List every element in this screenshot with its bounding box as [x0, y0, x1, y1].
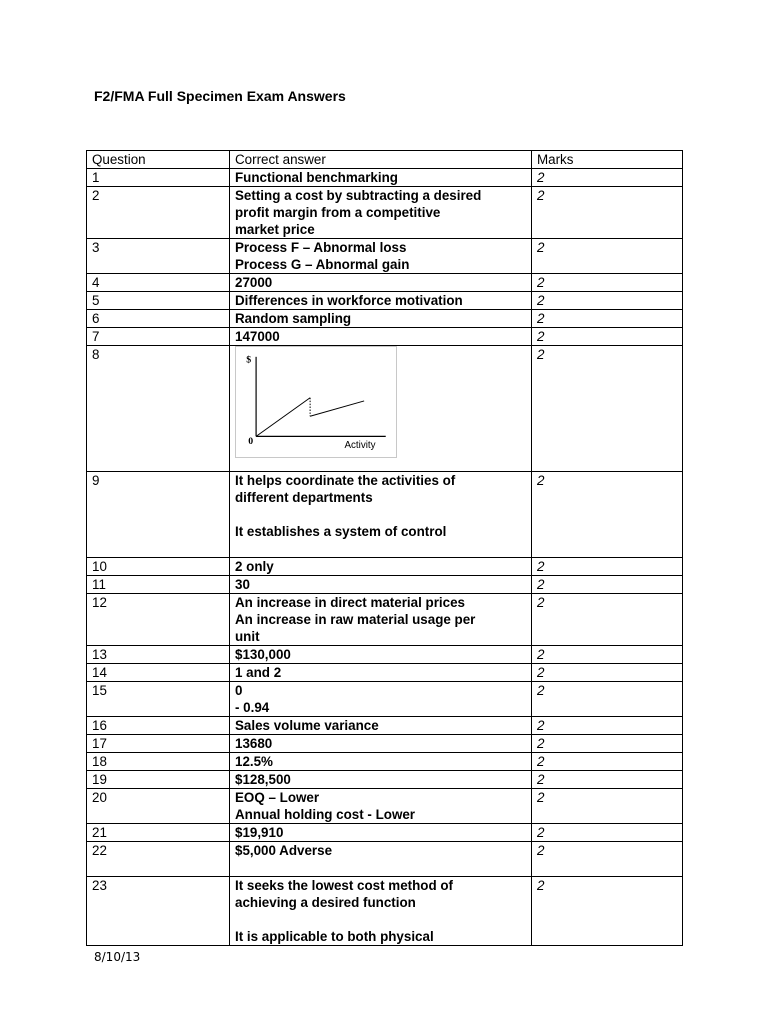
correct-answer — [230, 346, 532, 472]
correct-answer — [230, 646, 532, 664]
header-row — [87, 151, 683, 169]
question-number: 9 — [87, 472, 230, 558]
correct-answer — [230, 328, 532, 346]
cost-activity-graph — [235, 346, 397, 458]
question-number: 22 — [87, 842, 230, 877]
question-number: 14 — [87, 664, 230, 682]
correct-answer — [230, 187, 532, 239]
cost-line-segment — [256, 398, 310, 437]
question-number: 10 — [87, 558, 230, 576]
answer-line: An increase in direct material prices — [235, 595, 465, 610]
marks-value: 2 — [532, 558, 683, 576]
question-number: 7 — [87, 328, 230, 346]
question-number: 12 — [87, 594, 230, 646]
question-number: 5 — [87, 292, 230, 310]
correct-answer — [230, 824, 532, 842]
marks-value: 2 — [532, 682, 683, 717]
correct-answer — [230, 877, 532, 946]
marks-value: 2 — [532, 187, 683, 239]
origin-label: 0 — [248, 436, 254, 448]
answer-line: 2 only — [235, 559, 274, 574]
answer-line — [235, 859, 526, 876]
table-row — [87, 558, 683, 576]
answer-line: $128,500 — [235, 772, 291, 787]
answer-line: 12.5% — [235, 754, 273, 769]
table-row — [87, 789, 683, 824]
correct-answer — [230, 842, 532, 877]
answer-line: It is applicable to both physical — [235, 929, 434, 944]
table-row — [87, 842, 683, 877]
question-column-header: Question — [87, 151, 230, 169]
table-row — [87, 717, 683, 735]
marks-value: 2 — [532, 664, 683, 682]
marks-value: 2 — [532, 328, 683, 346]
answer-line: 1 and 2 — [235, 665, 282, 680]
correct-answer — [230, 274, 532, 292]
marks-value: 2 — [532, 472, 683, 558]
question-number: 15 — [87, 682, 230, 717]
answer-line: EOQ – Lower — [235, 790, 320, 805]
answer-line: It helps coordinate the activities of — [235, 473, 456, 488]
table-row — [87, 292, 683, 310]
table-row — [87, 169, 683, 187]
marks-value: 2 — [532, 735, 683, 753]
table-row — [87, 346, 683, 472]
question-number: 17 — [87, 735, 230, 753]
answer-line: Process F – Abnormal loss — [235, 240, 407, 255]
question-number: 4 — [87, 274, 230, 292]
answer-line: 27000 — [235, 275, 273, 290]
answer-line: profit margin from a competitive — [235, 205, 441, 220]
marks-value: 2 — [532, 789, 683, 824]
correct-answer — [230, 717, 532, 735]
correct-answer — [230, 789, 532, 824]
table-row — [87, 771, 683, 789]
answer-line: Functional benchmarking — [235, 170, 398, 185]
answer-line: Setting a cost by subtracting a desired — [235, 188, 482, 203]
correct-answer — [230, 169, 532, 187]
correct-answer — [230, 735, 532, 753]
x-axis-label: Activity — [344, 440, 376, 452]
answer-line: Annual holding cost - Lower — [235, 807, 416, 822]
answer-line: An increase in raw material usage per — [235, 612, 476, 627]
answer-line: 147000 — [235, 329, 280, 344]
answers-body — [87, 169, 683, 946]
marks-value: 2 — [532, 576, 683, 594]
answer-line: achieving a desired function — [235, 895, 416, 910]
question-number: 3 — [87, 239, 230, 274]
marks-value: 2 — [532, 753, 683, 771]
question-number: 20 — [87, 789, 230, 824]
answer-line: unit — [235, 629, 260, 644]
marks-value: 2 — [532, 274, 683, 292]
question-number: 18 — [87, 753, 230, 771]
answer-line: different departments — [235, 490, 373, 505]
marks-value: 2 — [532, 771, 683, 789]
answer-line: Process G – Abnormal gain — [235, 257, 410, 272]
table-row — [87, 877, 683, 946]
marks-value: 2 — [532, 842, 683, 877]
answer-line — [235, 506, 526, 523]
table-row — [87, 594, 683, 646]
correct-answer — [230, 310, 532, 328]
question-number: 2 — [87, 187, 230, 239]
answer-line: Random sampling — [235, 311, 352, 326]
answer-line: $19,910 — [235, 825, 284, 840]
table-row — [87, 664, 683, 682]
question-number: 19 — [87, 771, 230, 789]
correct-answer — [230, 292, 532, 310]
question-number: 16 — [87, 717, 230, 735]
marks-column-header: Marks — [532, 151, 683, 169]
table-row — [87, 753, 683, 771]
answer-line: $130,000 — [235, 647, 291, 662]
correct-answer — [230, 682, 532, 717]
correct-answer — [230, 239, 532, 274]
answer-line: 0 — [235, 683, 243, 698]
answers-table — [86, 150, 683, 946]
correct-answer — [230, 576, 532, 594]
question-number: 8 — [87, 346, 230, 472]
table-row — [87, 239, 683, 274]
correct-answer — [230, 753, 532, 771]
marks-value: 2 — [532, 169, 683, 187]
correct-answer — [230, 558, 532, 576]
question-number: 23 — [87, 877, 230, 946]
answer-column-header: Correct answer — [230, 151, 532, 169]
marks-value: 2 — [532, 346, 683, 472]
table-row — [87, 274, 683, 292]
footer-date: 8/10/13 — [94, 950, 141, 964]
marks-value: 2 — [532, 310, 683, 328]
table-row — [87, 735, 683, 753]
table-row — [87, 824, 683, 842]
answer-line: - 0.94 — [235, 700, 270, 715]
answer-line: It establishes a system of control — [235, 524, 447, 539]
marks-value: 2 — [532, 646, 683, 664]
answer-line: 13680 — [235, 736, 273, 751]
question-number: 13 — [87, 646, 230, 664]
answer-line: Sales volume variance — [235, 718, 379, 733]
answer-line — [235, 911, 526, 928]
table-row — [87, 310, 683, 328]
answer-line: market price — [235, 222, 315, 237]
marks-value: 2 — [532, 824, 683, 842]
question-number: 11 — [87, 576, 230, 594]
table-row — [87, 646, 683, 664]
cost-line-segment — [310, 401, 364, 416]
y-axis-label: $ — [246, 354, 252, 366]
answer-line: Differences in workforce motivation — [235, 293, 463, 308]
marks-value: 2 — [532, 877, 683, 946]
table-row — [87, 328, 683, 346]
question-number: 21 — [87, 824, 230, 842]
table-row — [87, 187, 683, 239]
marks-value: 2 — [532, 717, 683, 735]
table-row — [87, 682, 683, 717]
table-row — [87, 472, 683, 558]
document-title: F2/FMA Full Specimen Exam Answers — [94, 88, 346, 104]
marks-value: 2 — [532, 239, 683, 274]
answer-line: It seeks the lowest cost method of — [235, 878, 454, 893]
answer-line: $5,000 Adverse — [235, 843, 333, 858]
correct-answer — [230, 664, 532, 682]
table-row — [87, 576, 683, 594]
correct-answer — [230, 594, 532, 646]
marks-value: 2 — [532, 594, 683, 646]
correct-answer — [230, 771, 532, 789]
question-number: 1 — [87, 169, 230, 187]
marks-value: 2 — [532, 292, 683, 310]
question-number: 6 — [87, 310, 230, 328]
correct-answer — [230, 472, 532, 558]
answer-line — [235, 540, 526, 557]
answer-line: 30 — [235, 577, 250, 592]
